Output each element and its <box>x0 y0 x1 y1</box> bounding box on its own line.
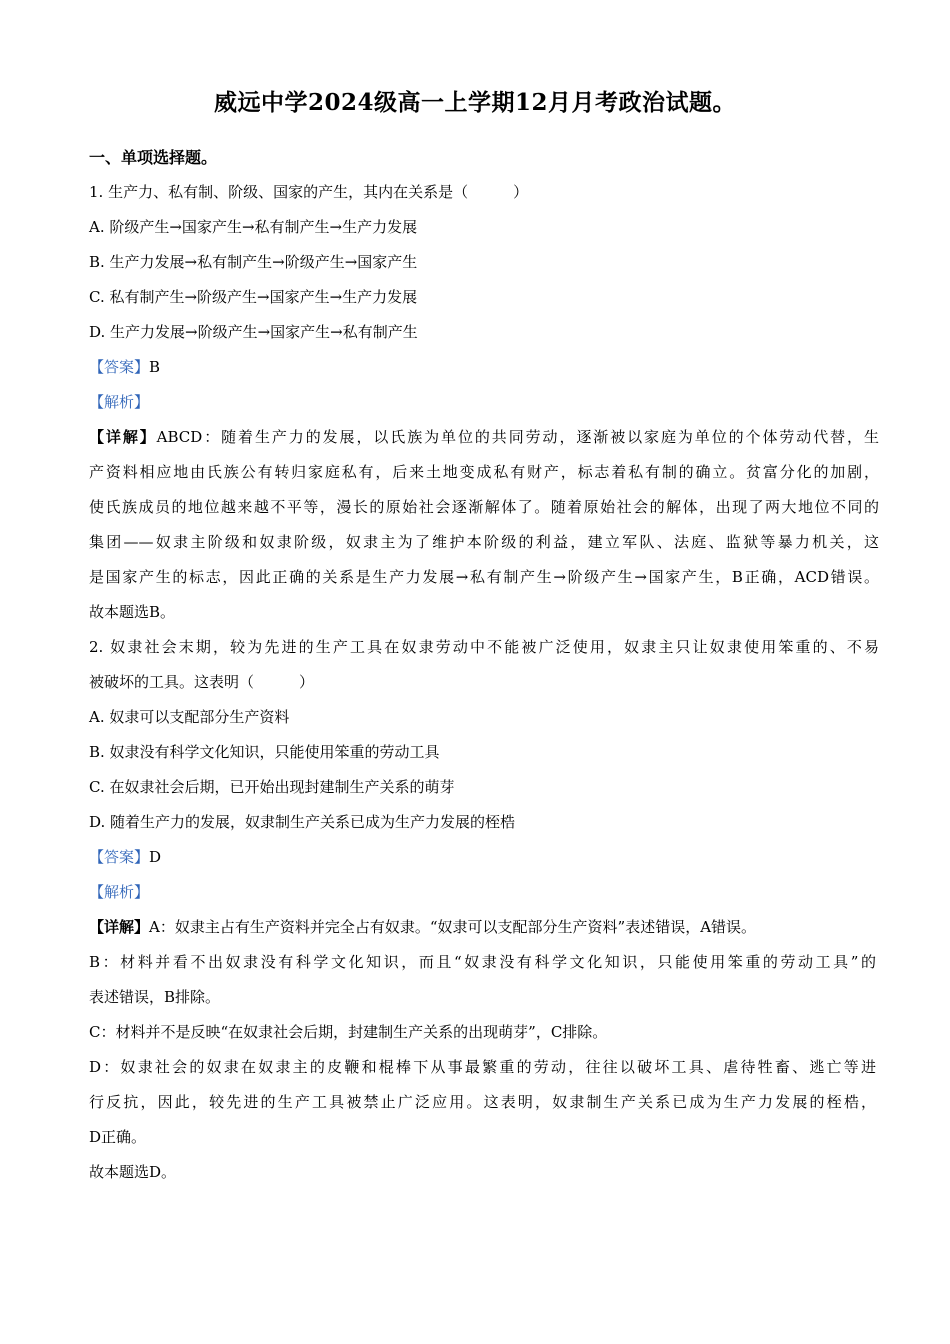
question-2-detail-line: D：奴隶社会的奴隶在奴隶主的皮鞭和棍棒下从事最繁重的劳动，往往以破坏工具、虐待牲畜、逃亡等进 <box>89 1058 876 1076</box>
section-heading: 一、单项选择题。 <box>89 148 218 167</box>
question-1-stem: 1. 生产力、私有制、阶级、国家的产生，其内在关系是（ ） <box>89 183 529 201</box>
question-1-detail-line: 是国家产生的标志，因此正确的关系是生产力发展→私有制产生→阶级产生→国家产生，B正确，ACD错误。 <box>89 568 879 586</box>
analysis-label: 【解析】 <box>89 883 150 901</box>
question-1-answer <box>89 350 879 385</box>
question-2-detail-line: 表述错误，B排除。 <box>89 988 221 1006</box>
detail-text: ABCD：随着生产力的发展，以氏族为单位的共同劳动，逐渐被以家庭为单位的个体劳动代替，生 <box>156 428 879 446</box>
question-2 <box>89 630 879 1190</box>
question-1-detail-line: 产资料相应地由氏族公有转归家庭私有，后来土地变成私有财产，标志着私有制的确立。贫富分化的加剧， <box>89 463 879 481</box>
answer-label: 【答案】 <box>89 358 150 376</box>
answer-value: D <box>149 848 162 866</box>
question-1-option-d: D. 生产力发展→阶级产生→国家产生→私有制产生 <box>89 323 418 341</box>
analysis-label: 【解析】 <box>89 393 150 411</box>
question-2-option-d: D. 随着生产力的发展，奴隶制生产关系已成为生产力发展的桎梏 <box>89 813 516 831</box>
question-1-option-c: C. 私有制产生→阶级产生→国家产生→生产力发展 <box>89 288 418 306</box>
question-2-answer <box>89 840 879 875</box>
answer-label: 【答案】 <box>89 848 150 866</box>
question-2-analysis <box>89 875 879 910</box>
question-2-detail-line: B：材料并看不出奴隶没有科学文化知识，而且“奴隶没有科学文化知识，只能使用笨重的劳动工具”的 <box>89 953 876 971</box>
document-body <box>89 140 879 1190</box>
question-2-detail-line: 行反抗，因此，较先进的生产工具被禁止广泛应用。这表明，奴隶制生产关系已成为生产力发展的桎梏， <box>89 1093 876 1111</box>
question-2-option-b: B. 奴隶没有科学文化知识，只能使用笨重的劳动工具 <box>89 743 440 761</box>
question-1-detail-line: 集团——奴隶主阶级和奴隶阶级，奴隶主为了维护本阶级的利益，建立军队、法庭、监狱等暴力机关，这 <box>89 533 879 551</box>
question-1-detail-line <box>89 420 879 455</box>
question-1-option-a: A. 阶级产生→国家产生→私有制产生→生产力发展 <box>89 218 418 236</box>
question-2-option-c: C. 在奴隶社会后期，已开始出现封建制生产关系的萌芽 <box>89 778 455 796</box>
question-2-detail-line: D正确。 <box>89 1128 147 1146</box>
question-2-detail-line <box>89 910 879 945</box>
question-2-detail-line: C：材料并不是反映“在奴隶社会后期，封建制生产关系的出现萌芽”，C排除。 <box>89 1023 608 1041</box>
question-1 <box>89 175 879 630</box>
question-1-analysis <box>89 385 879 420</box>
question-1-conclusion: 故本题选B。 <box>89 603 176 621</box>
question-1-detail-line: 使氏族成员的地位越来越不平等，漫长的原始社会逐渐解体了。随着原始社会的解体，出现了两大地位不同的 <box>89 498 879 516</box>
detail-label: 【详解】 <box>89 918 150 936</box>
answer-value: B <box>149 358 161 376</box>
question-2-stem-line: 2. 奴隶社会末期，较为先进的生产工具在奴隶劳动中不能被广泛使用，奴隶主只让奴隶使用笨重的、不易 <box>89 638 879 656</box>
detail-label: 【详解】 <box>89 428 157 446</box>
question-1-option-b: B. 生产力发展→私有制产生→阶级产生→国家产生 <box>89 253 418 271</box>
question-2-conclusion: 故本题选D。 <box>89 1163 177 1181</box>
question-2-stem-line: 被破坏的工具。这表明（ ） <box>89 673 315 691</box>
detail-text: A：奴隶主占有生产资料并完全占有奴隶。“奴隶可以支配部分生产资料”表述错误，A错误。 <box>149 918 757 936</box>
page-title: 威远中学2024级高一上学期12月月考政治试题。 <box>213 89 737 116</box>
question-2-option-a: A. 奴隶可以支配部分生产资料 <box>89 708 290 726</box>
